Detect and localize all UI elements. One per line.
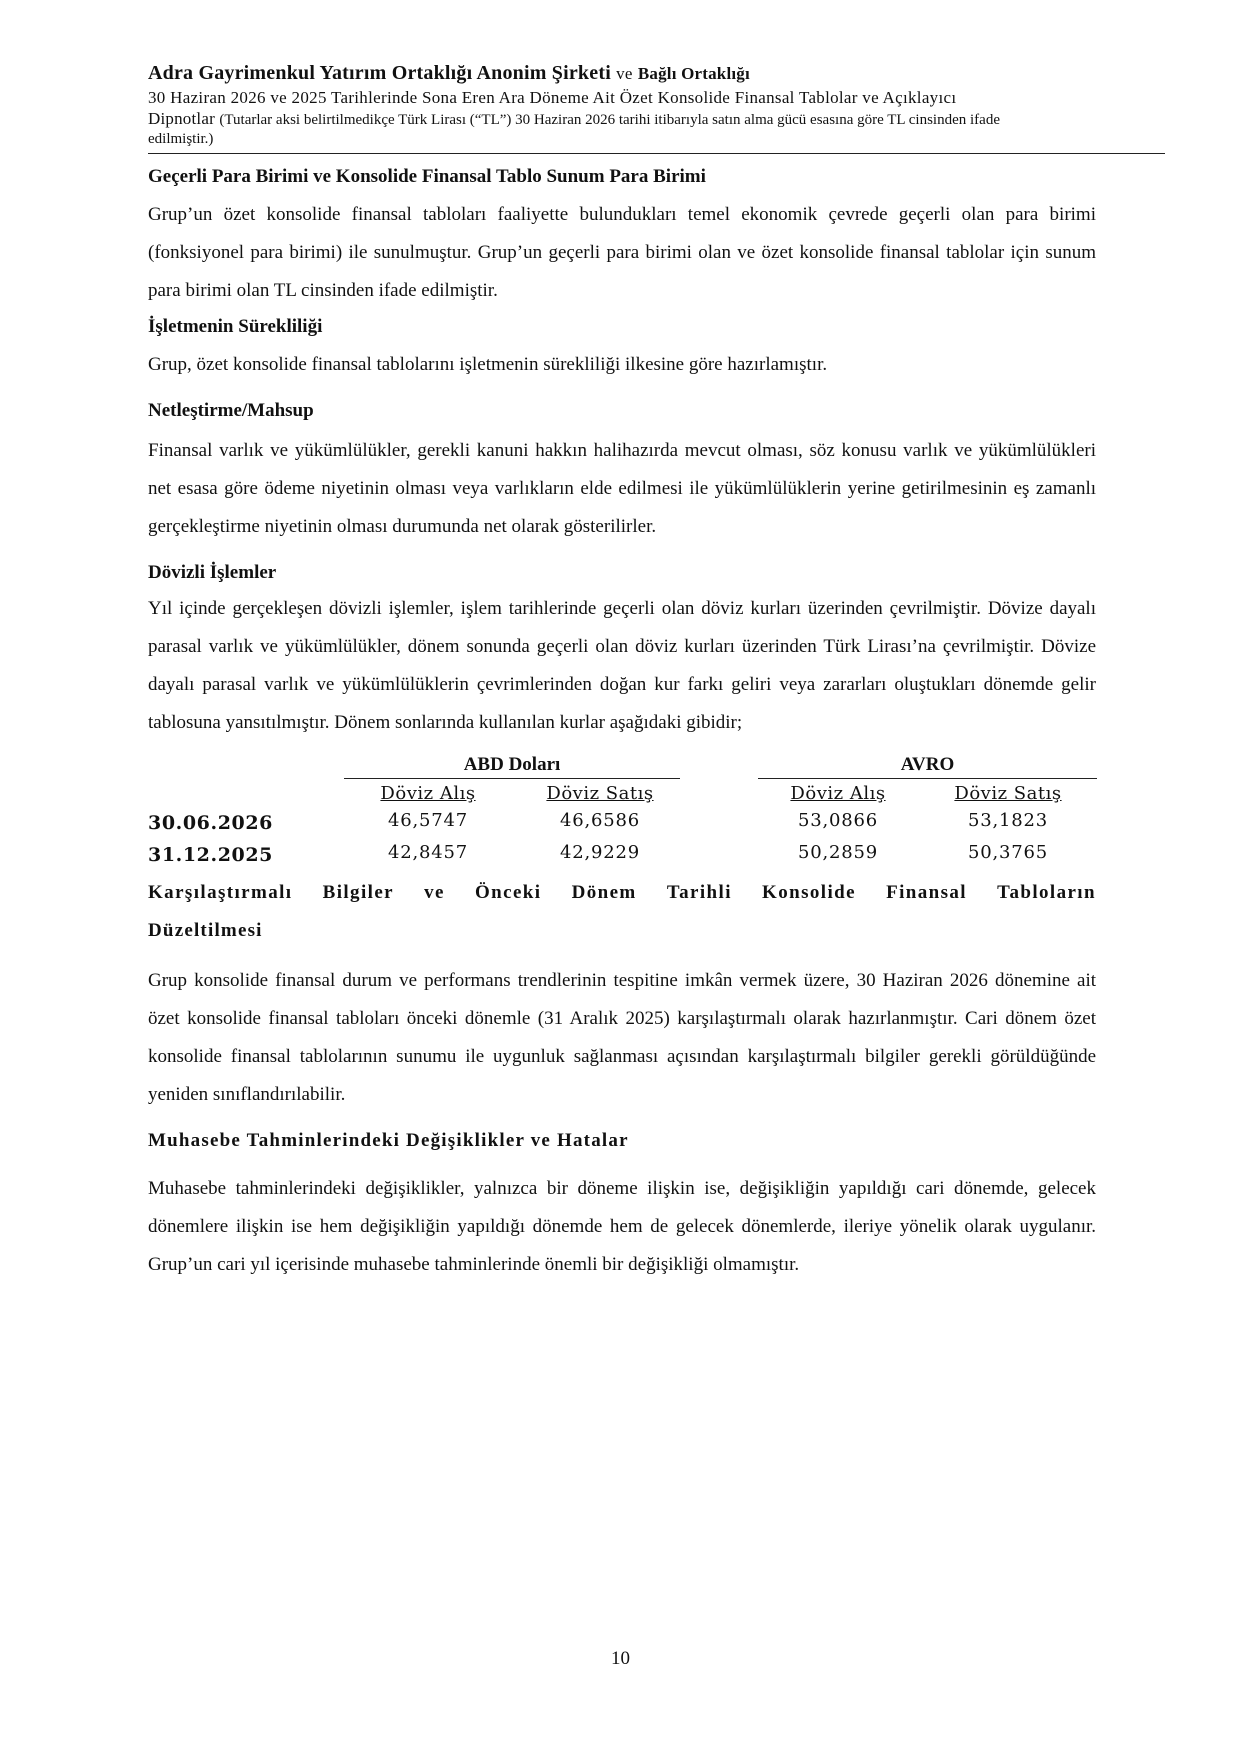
company-name <box>148 60 1164 87</box>
row-date: 30.06.2026 <box>148 812 273 834</box>
heading-word: Önceki <box>475 882 542 903</box>
heading-word: Tarihli <box>666 882 732 903</box>
paragraph-estimates: Muhasebe tahminlerindeki değişiklikler, yalnızca bir döneme ilişkin ise, değişikliğin yapıldığı cari dönemde, gelecek dönemlere ilişkin ise hem değişikliğin yapıldığı dönemde hem de gelecek dönemlerde, ileriye yönelik olarak uygulanır. Grup’un cari yıl içerisinde muhasebe tahminlerinde önemli bir değişikliği olmamıştır. <box>148 1178 1096 1275</box>
cell-eur-buy: 53,0866 <box>797 810 879 831</box>
cell-usd-sell: 42,9229 <box>559 842 641 863</box>
heading-word: Bilgiler <box>322 882 394 903</box>
column-header-usd-buy: Döviz Alış <box>380 783 476 804</box>
cell-usd-buy: 46,5747 <box>387 810 469 831</box>
company-name-subsidiary: Bağlı Ortaklığı <box>637 64 750 83</box>
heading-comparative <box>148 874 1096 912</box>
page-header <box>148 60 1164 148</box>
cell-eur-sell: 50,3765 <box>967 842 1049 863</box>
heading-word: Finansal <box>886 882 967 903</box>
cell-usd-sell: 46,6586 <box>559 810 641 831</box>
paragraph-going-concern: Grup, özet konsolide finansal tablolarını işletmenin sürekliliği ilkesine göre hazırlamıştır. <box>148 354 828 375</box>
page-number: 10 <box>611 1648 630 1669</box>
heading-currency: Geçerli Para Birimi ve Konsolide Finansal Tablo Sunum Para Birimi <box>148 166 706 187</box>
heading-going-concern: İşletmenin Sürekliliği <box>148 316 323 337</box>
heading-word: Tabloların <box>997 882 1096 903</box>
cell-usd-buy: 42,8457 <box>387 842 469 863</box>
paragraph-offsetting: Finansal varlık ve yükümlülükler, gerekli kanuni hakkın halihazırda mevcut olması, söz konusu varlık ve yükümlülükleri net esasa göre ödeme niyetinin olması veya varlıkların elde edilmesi ile yükümlülüklerin yerine getirilmesinin eş zamanlı gerçekleştirme niyetinin olması durumunda net olarak gösterilirler. <box>148 440 1096 537</box>
heading-word: ve <box>424 882 445 903</box>
column-header-usd-sell: Döviz Satış <box>546 783 654 804</box>
heading-estimates: Muhasebe Tahminlerindeki Değişiklikler ve Hatalar <box>148 1130 629 1151</box>
exchange-rate-table <box>148 752 1096 878</box>
cell-eur-sell: 53,1823 <box>967 810 1049 831</box>
heading-word: Konsolide <box>762 882 856 903</box>
company-name-main: Adra Gayrimenkul Yatırım Ortaklığı Anonim Şirketi <box>148 62 611 84</box>
group-header-usd: ABD Doları <box>344 752 680 779</box>
paragraph-currency: Grup’un özet konsolide finansal tabloları faaliyette bulundukları temel ekonomik çevrede geçerli olan para birimi (fonksiyonel para birimi) ile sunulmuştur. Grup’un geçerli para birimi olan ve özet konsolide finansal tablolar için sunum para birimi olan TL cinsinden ifade edilmiştir. <box>148 204 1096 301</box>
currency-note: (Tutarlar aksi belirtilmedikçe Türk Lirası (“TL”) 30 Haziran 2026 tarihi itibarıyla satın alma gücü esasına göre TL cinsinden ifade <box>219 112 1000 128</box>
heading-word: Dönem <box>571 882 637 903</box>
heading-comparative-line2: Düzeltilmesi <box>148 920 263 941</box>
paragraph-comparative: Grup konsolide finansal durum ve performans trendlerinin tespitine imkân vermek üzere, 30 Haziran 2026 dönemine ait özet konsolide finansal tabloları önceki dönemle (31 Aralık 2025) karşılaştırmalı olarak hazırlanmıştır. Cari dönem özet konsolide finansal tablolarının sunumu ile uygunluk sağlanması açısından karşılaştırmalı bilgiler gerekli görüldüğünde yeniden sınıflandırılabilir. <box>148 970 1096 1105</box>
header-divider <box>148 153 1165 154</box>
heading-offsetting: Netleştirme/Mahsup <box>148 400 314 421</box>
row-date: 31.12.2025 <box>148 844 273 866</box>
page-content <box>148 160 1096 1284</box>
column-header-eur-sell: Döviz Satış <box>954 783 1062 804</box>
currency-note-end: edilmiştir.) <box>148 131 214 147</box>
report-title: 30 Haziran 2026 ve 2025 Tarihlerinde Sona Eren Ara Döneme Ait Özet Konsolide Finansal Tablolar ve Açıklayıcı <box>148 88 957 107</box>
heading-fx-transactions: Dövizli İşlemler <box>148 562 277 583</box>
report-title-line2 <box>148 109 1164 130</box>
group-header-eur: AVRO <box>758 752 1097 779</box>
company-name-ve: ve <box>616 64 633 83</box>
paragraph-fx-transactions: Yıl içinde gerçekleşen dövizli işlemler, işlem tarihlerinde geçerli olan döviz kurları üzerinden çevrilmiştir. Dövize dayalı parasal varlık ve yükümlülükler, dönem sonunda geçerli olan döviz kurları üzerinden Türk Lirası’na çevrilmiştir. Dövize dayalı parasal varlık ve yükümlülüklerin çevrimlerinden doğan kur farkı geliri veya zararları oluştukları dönemde gelir tablosuna yansıtılmıştır. Dönem sonlarında kullanılan kurlar aşağıdaki gibidir; <box>148 598 1096 733</box>
heading-word: Karşılaştırmalı <box>148 882 293 903</box>
column-header-eur-buy: Döviz Alış <box>790 783 886 804</box>
report-title-lead: Dipnotlar <box>148 109 215 128</box>
cell-eur-buy: 50,2859 <box>797 842 879 863</box>
